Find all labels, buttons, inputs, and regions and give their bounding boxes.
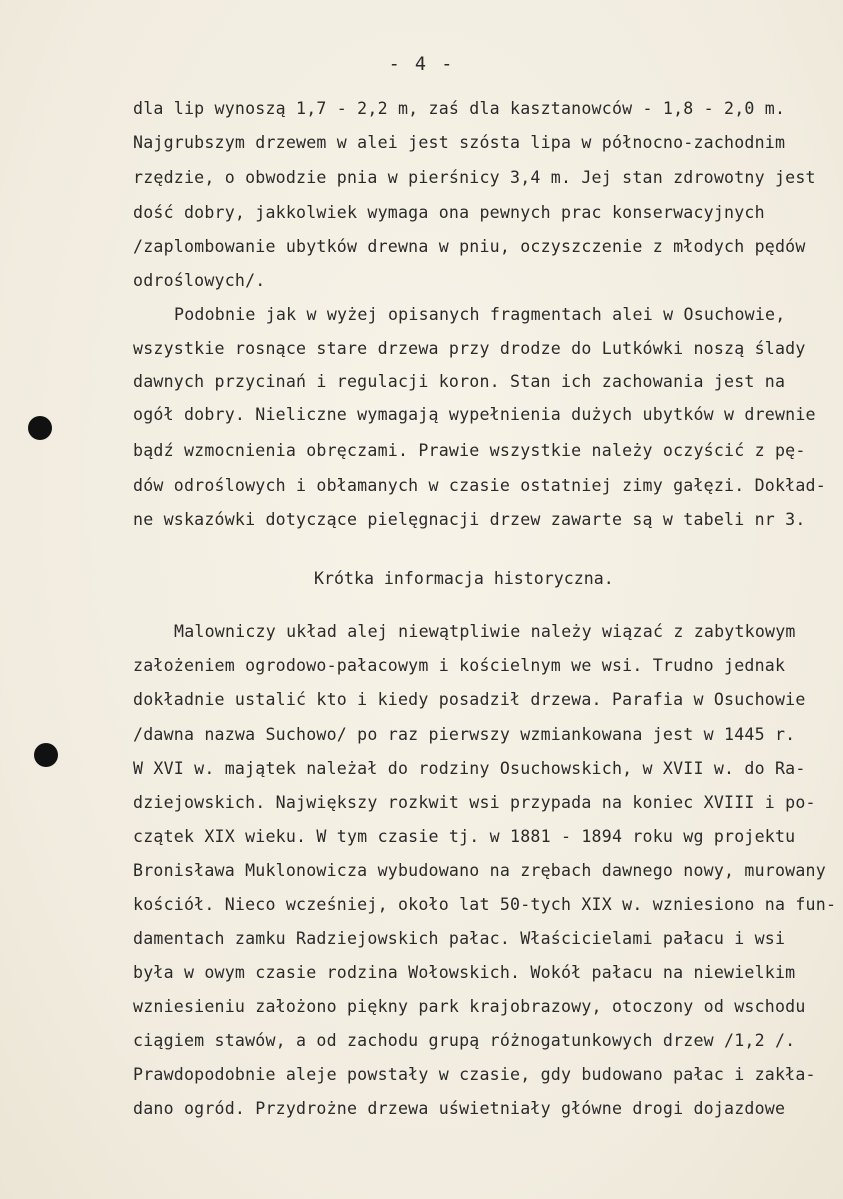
paragraph-3-line: dokładnie ustalić kto i kiedy posadził drzewa. Parafia w Osuchowie (133, 690, 806, 709)
paragraph-3-line: /dawna nazwa Suchowo/ po raz pierwszy wzmiankowana jest w 1445 r. (133, 725, 796, 744)
paragraph-3-line: W XVI w. majątek należał do rodziny Osuchowskich, w XVII w. do Ra- (133, 759, 806, 778)
paragraph-1-line: /zaplombowanie ubytków drewna w pniu, oczyszczenie z młodych pędów (133, 237, 806, 256)
punch-hole-bottom (34, 743, 58, 767)
paragraph-2-line: wszystkie rosnące stare drzewa przy drodze do Lutkówki noszą ślady (133, 339, 806, 358)
paragraph-2-line: dawnych przycinań i regulacji koron. Stan ich zachowania jest na (133, 372, 786, 391)
paragraph-2-line: dów odroślowych i obłamanych w czasie ostatniej zimy gałęzi. Dokład- (133, 476, 826, 495)
paragraph-1-line: Najgrubszym drzewem w alei jest szósta lipa w północno-zachodnim (133, 133, 786, 152)
section-heading: Krótka informacja historyczna. (314, 569, 614, 588)
punch-hole-top (28, 416, 52, 440)
paragraph-3-line: czątek XIX wieku. W tym czasie tj. w 1881 - 1894 roku wg projektu (133, 827, 796, 846)
paragraph-2-line: Podobnie jak w wyżej opisanych fragmentach alei w Osuchowie, (174, 305, 786, 324)
paragraph-1-line: rzędzie, o obwodzie pnia w pierśnicy 3,4 m. Jej stan zdrowotny jest (133, 168, 816, 187)
paragraph-3-line: wzniesieniu założono piękny park krajobrazowy, otoczony od wschodu (133, 997, 806, 1016)
paragraph-3-line: Malowniczy układ alej niewątpliwie należy wiązać z zabytkowym (174, 622, 796, 641)
paragraph-3-line: kościół. Nieco wcześniej, około lat 50-tych XIX w. wzniesiono na fun- (133, 895, 837, 914)
paragraph-3-line: dano ogród. Przydrożne drzewa uświetniały główne drogi dojazdowe (133, 1099, 786, 1118)
paragraph-1-line: dla lip wynoszą 1,7 - 2,2 m, zaś dla kasztanowców - 1,8 - 2,0 m. (133, 99, 786, 118)
paragraph-2-line: ne wskazówki dotyczące pielęgnacji drzew zawarte są w tabeli nr 3. (133, 510, 806, 529)
paragraph-2-line: ogół dobry. Nieliczne wymagają wypełnienia dużych ubytków w drewnie (133, 405, 816, 424)
page-number: - 4 - (388, 54, 455, 75)
paragraph-3-line: damentach zamku Radziejowskich pałac. Właścicielami pałacu i wsi (133, 929, 786, 948)
paragraph-3-line: Prawdopodobnie aleje powstały w czasie, gdy budowano pałac i zakła- (133, 1065, 816, 1084)
paragraph-2-line: bądź wzmocnienia obręczami. Prawie wszystkie należy oczyścić z pę- (133, 441, 806, 460)
paragraph-3-line: Bronisława Muklonowicza wybudowano na zrębach dawnego nowy, murowany (133, 861, 826, 880)
paragraph-3-line: dziejowskich. Największy rozkwit wsi przypada na koniec XVIII i po- (133, 793, 816, 812)
paragraph-3-line: założeniem ogrodowo-pałacowym i kościelnym we wsi. Trudno jednak (133, 656, 786, 675)
paragraph-3-line: była w owym czasie rodzina Wołowskich. Wokół pałacu na niewielkim (133, 963, 796, 982)
paragraph-1-line: dość dobry, jakkolwiek wymaga ona pewnych prac konserwacyjnych (133, 203, 765, 222)
paragraph-1-line: odroślowych/. (133, 271, 266, 290)
paragraph-3-line: ciągiem stawów, a od zachodu grupą różnogatunkowych drzew /1,2 /. (133, 1031, 796, 1050)
